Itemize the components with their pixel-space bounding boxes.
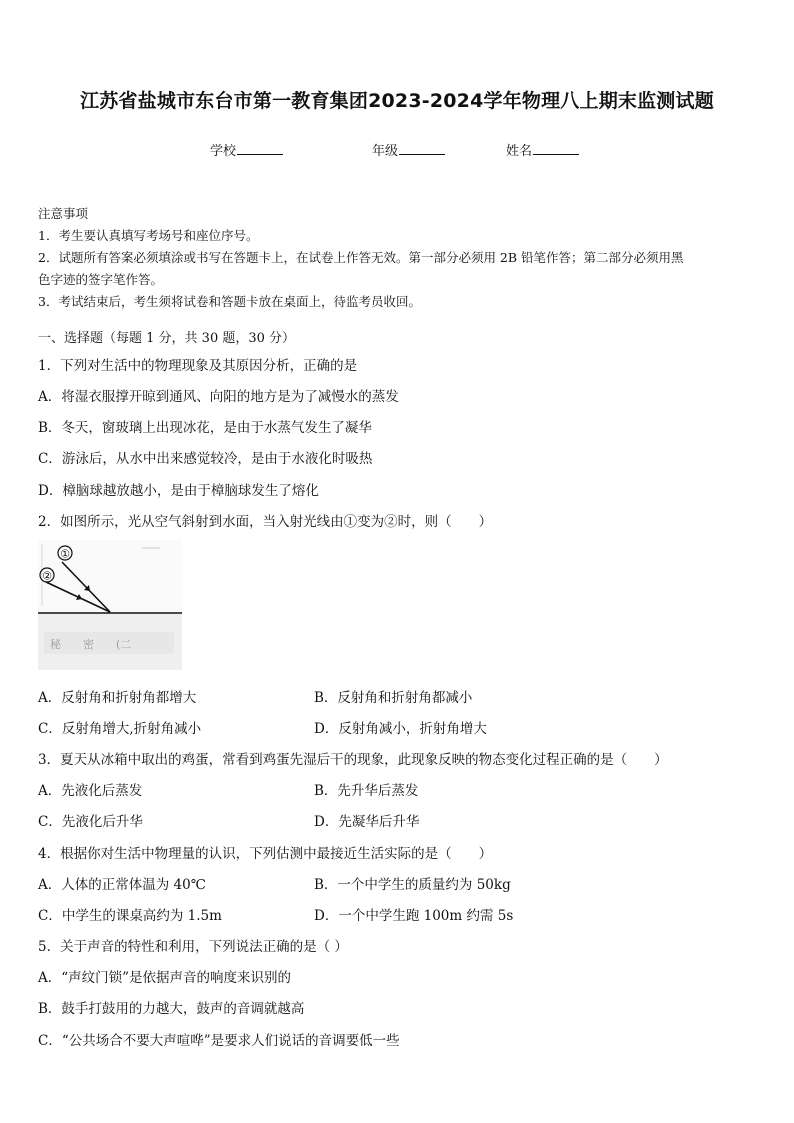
q3-option-b: B．先升华后蒸发 bbox=[314, 783, 419, 799]
page-title: 江苏省盐城市东台市第一教育集团2023-2024学年物理八上期末监测试题 bbox=[80, 90, 714, 112]
school-label: 学校 bbox=[210, 144, 237, 159]
question-2-stem: 2．如图所示，光从空气斜射到水面，当入射光线由①变为②时，则（ ） bbox=[38, 514, 493, 530]
school-blank bbox=[237, 141, 283, 155]
name-field bbox=[506, 140, 579, 159]
section-title: 一、选择题（每题 1 分，共 30 题，30 分） bbox=[38, 331, 296, 346]
notice-item: 色字迹的签字笔作答。 bbox=[38, 272, 164, 287]
ray-1-label: ① bbox=[60, 547, 70, 561]
q1-option-d: D．樟脑球越放越小，是由于樟脑球发生了熔化 bbox=[38, 483, 319, 499]
question-5-stem: 5．关于声音的特性和利用，下列说法正确的是（ ） bbox=[38, 939, 348, 955]
notice-block bbox=[38, 203, 758, 313]
q5-option-c: C．“公共场合不要大声喧哗”是要求人们说话的音调要低一些 bbox=[38, 1033, 400, 1049]
question-4-stem: 4．根据你对生活中物理量的认识，下列估测中最接近生活实际的是（ ） bbox=[38, 846, 493, 862]
refraction-diagram bbox=[38, 540, 182, 670]
q2-option-b: B．反射角和折射角都减小 bbox=[314, 690, 473, 706]
q1-option-a: A．将湿衣服撑开晾到通风、向阳的地方是为了减慢水的蒸发 bbox=[38, 389, 399, 405]
q5-option-a: A．“声纹门锁”是依据声音的响度来识别的 bbox=[38, 970, 292, 986]
q1-option-c: C．游泳后，从水中出来感觉较冷，是由于水液化时吸热 bbox=[38, 451, 373, 467]
ray-2-label: ② bbox=[42, 569, 52, 583]
q4-option-a: A．人体的正常体温为 40℃ bbox=[38, 877, 206, 893]
q4-option-d: D．一个中学生跑 100m 约需 5s bbox=[314, 908, 514, 924]
q3-option-a: A．先液化后蒸发 bbox=[38, 783, 143, 799]
question-1-stem: 1．下列对生活中的物理现象及其原因分析，正确的是 bbox=[38, 358, 358, 374]
q3-option-d: D．先凝华后升华 bbox=[314, 814, 420, 830]
q2-option-c: C．反射角增大,折射角减小 bbox=[38, 721, 202, 737]
question-3-stem: 3．夏天从冰箱中取出的鸡蛋，常看到鸡蛋先湿后干的现象，此现象反映的物态变化过程正确的是（ ） bbox=[38, 752, 668, 768]
name-label: 姓名 bbox=[506, 144, 533, 159]
name-blank bbox=[533, 141, 579, 155]
q4-option-b: B．一个中学生的质量约为 50kg bbox=[314, 877, 511, 893]
refraction-figure bbox=[38, 540, 182, 670]
q2-option-d: D．反射角减小，折射角增大 bbox=[314, 721, 487, 737]
grade-label: 年级 bbox=[372, 144, 399, 159]
student-info-row bbox=[0, 140, 794, 162]
grade-blank bbox=[399, 141, 445, 155]
q5-option-b: B．鼓手打鼓用的力越大，鼓声的音调就越高 bbox=[38, 1001, 305, 1017]
q3-option-c: C．先液化后升华 bbox=[38, 814, 143, 830]
notice-item: 2．试题所有答案必须填涂或书写在答题卡上，在试卷上作答无效。第一部分必须用 2B 铅笔作答；第二部分必须用黑 bbox=[38, 250, 684, 265]
notice-item: 3．考试结束后，考生须将试卷和答题卡放在桌面上，待监考员收回。 bbox=[38, 294, 421, 309]
notice-item: 1．考生要认真填写考场号和座位序号。 bbox=[38, 228, 259, 243]
q2-option-a: A．反射角和折射角都增大 bbox=[38, 690, 197, 706]
notice-heading: 注意事项 bbox=[38, 206, 89, 221]
school-field bbox=[210, 140, 283, 159]
q4-option-c: C．中学生的课桌高约为 1.5m bbox=[38, 908, 222, 924]
bleed-through-text: 秘 密 (二 bbox=[50, 638, 132, 651]
q1-option-b: B．冬天，窗玻璃上出现冰花，是由于水蒸气发生了凝华 bbox=[38, 420, 372, 436]
grade-field bbox=[372, 140, 445, 159]
